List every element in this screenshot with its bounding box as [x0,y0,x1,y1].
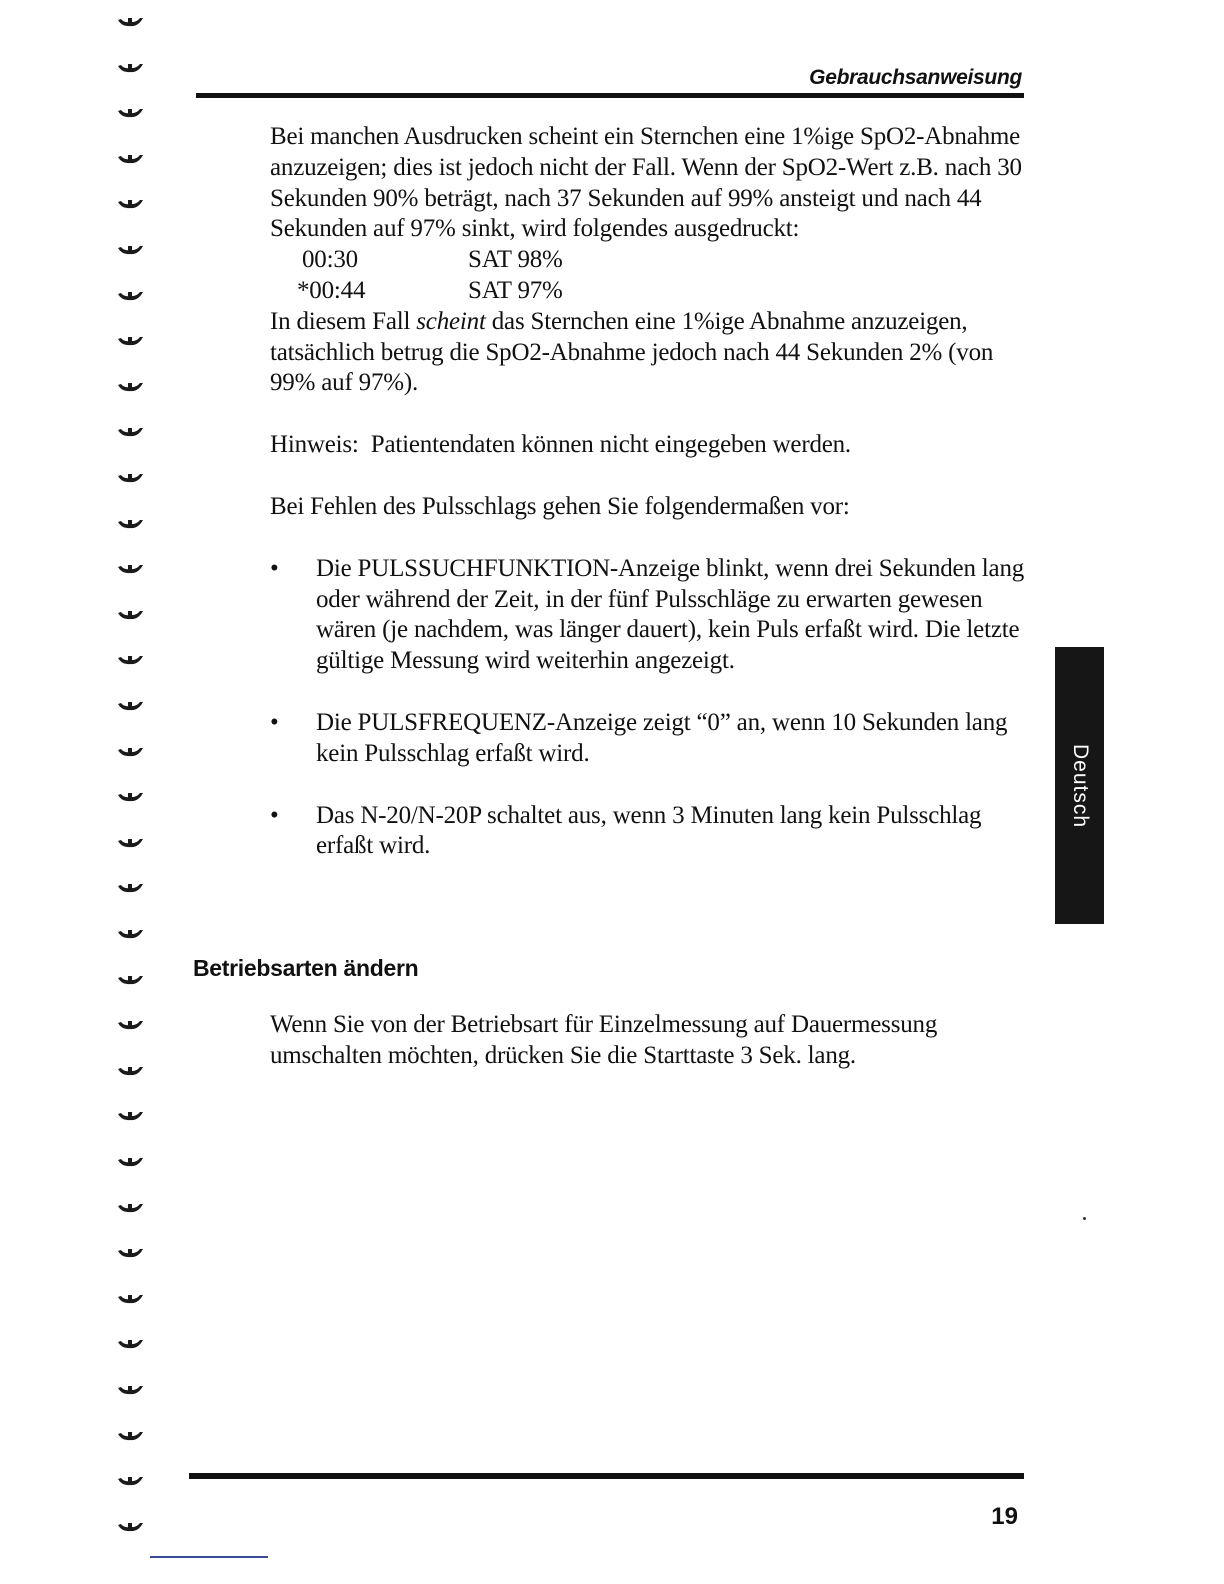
bullet-icon: • [270,801,279,829]
note [270,430,1030,461]
note-label: Hinweis: [270,431,359,459]
binding-ring-icon [116,244,146,256]
section-content [270,1010,1030,1072]
page-number: 19 [991,1503,1018,1530]
binding-ring-icon [116,335,146,347]
binding-ring-icon [116,746,146,758]
printout-value: SAT 97% [468,276,563,304]
binding-ring-icon [116,700,146,712]
binding-ring-icon [116,198,146,210]
language-tab [1055,647,1104,924]
bullet-icon: • [270,554,279,582]
bullet-list [270,554,1030,862]
list-item [270,708,1030,770]
binding-ring-icon [116,928,146,940]
paragraph-no-pulse-intro: Bei Fehlen des Pulsschlags gehen Sie folgendermaßen vor: [270,492,850,520]
bottom-edge-mark [150,1556,268,1558]
binding-ring-icon [116,1019,146,1031]
binding-ring-icon [116,1293,146,1305]
spiral-binding [116,0,150,1584]
header-rule [196,93,1024,98]
binding-ring-icon [116,882,146,894]
binding-ring-icon [116,62,146,74]
binding-ring-icon [116,1202,146,1214]
printout-line [270,276,1030,307]
section-heading: Betriebsarten ändern [193,955,419,981]
paragraph-text: In diesem Fall [270,307,417,335]
list-item-text: Die PULSSUCHFUNKTION-Anzeige blinkt, wenn drei Sekunden lang oder während der Zeit, in der fünf Pulsschläge zu erwarten gewesen wären (je nachdem, was länger dauert), kein Puls erfaßt wird. Die letzte gültige Messung wird weiterhin angezeigt. [316,554,1025,675]
binding-ring-icon [116,1384,146,1396]
footer-rule [189,1473,1024,1479]
paragraph-text: das Sternchen eine 1%ige Abnahme anzuzeigen, tatsächlich betrug die SpO2-Abnahme jedoch nach 44 Sekunden 2% (von 99% auf 97%). [270,307,994,397]
binding-ring-icon [116,290,146,302]
printout-example [270,245,1030,307]
binding-ring-icon [116,1110,146,1122]
binding-ring-icon [116,1475,146,1487]
language-tab-label: Deutsch [1068,743,1092,828]
paragraph-asterisk-explanation: Bei manchen Ausdrucken scheint ein Sternchen eine 1%ige SpO2-Abnahme anzuzeigen; dies ist jedoch nicht der Fall. Wenn der SpO2-Wert z.B. nach 30 Sekunden 90% beträgt, nach 37 Sekunden auf 99% ansteigt und nach 44 Sekunden auf 97% sinkt, wird folgendes ausgedruckt: [270,123,1022,243]
list-item [270,554,1030,677]
paragraph-actual-decrease [270,307,1030,399]
binding-ring-icon [116,381,146,393]
binding-ring-icon [116,563,146,575]
binding-ring-icon [116,974,146,986]
bullet-icon: • [270,708,279,736]
emphasis: scheint [416,307,486,335]
binding-ring-icon [116,791,146,803]
binding-ring-icon [116,1521,146,1533]
binding-ring-icon [116,16,146,28]
binding-ring-icon [116,472,146,484]
binding-ring-icon [116,609,146,621]
binding-ring-icon [116,1247,146,1259]
printout-value: SAT 98% [468,246,563,274]
paragraph-mode-switch: Wenn Sie von der Betriebsart für Einzelmessung auf Dauermessung umschalten möchten, drücken Sie die Starttaste 3 Sek. lang. [270,1011,938,1069]
note-text: Patientendaten können nicht eingegeben werden. [370,431,851,459]
binding-ring-icon [116,107,146,119]
binding-ring-icon [116,426,146,438]
binding-ring-icon [116,1156,146,1168]
list-item-text: Das N-20/N-20P schaltet aus, wenn 3 Minuten lang kein Pulsschlag erfaßt wird. [316,801,982,860]
main-content [270,122,1030,862]
binding-ring-icon [116,654,146,666]
printout-time: 00:30 [302,246,358,274]
scan-speck [1083,1217,1086,1220]
binding-ring-icon [116,153,146,165]
binding-ring-icon [116,1065,146,1077]
binding-ring-icon [116,518,146,530]
binding-ring-icon [116,837,146,849]
list-item [270,801,1030,863]
binding-ring-icon [116,1338,146,1350]
list-item-text: Die PULSFREQUENZ-Anzeige zeigt “0” an, wenn 10 Sekunden lang kein Pulsschlag erfaßt wird. [316,708,1008,767]
binding-ring-icon [116,1430,146,1442]
running-header: Gebrauchsanweisung [809,66,1022,89]
printout-time: *00:44 [297,276,366,304]
printout-line [270,245,1030,276]
